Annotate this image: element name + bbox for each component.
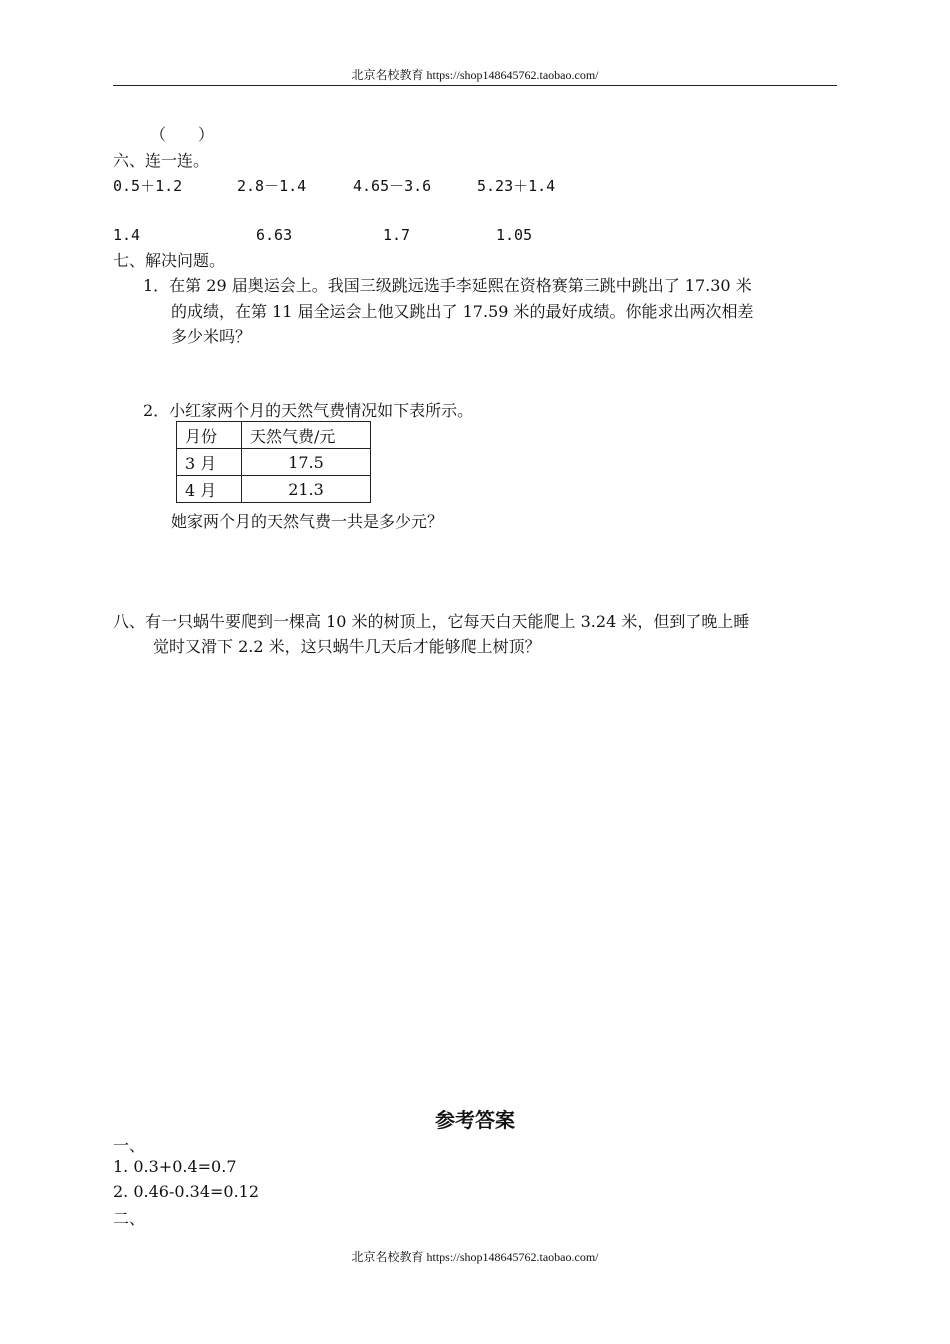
table-row bbox=[177, 449, 371, 476]
question-2-intro: 2．小红家两个月的天然气费情况如下表所示。 bbox=[143, 401, 474, 420]
question-1-line-3: 多少米吗？ bbox=[171, 327, 252, 346]
answer-blank-parens: （ ） bbox=[150, 125, 215, 144]
question-1-line-1: 1．在第 29 届奥运会上。我国三级跳远选手李延熙在资格赛第三跳中跳出了 17.30 米 bbox=[143, 276, 752, 295]
table-cell-fee: 17.5 bbox=[242, 449, 371, 476]
gas-fee-table bbox=[176, 421, 371, 503]
page-footer: 北京名校教育 https://shop148645762.taobao.com/ bbox=[351, 1250, 599, 1264]
answers-part-2-label: 二、 bbox=[113, 1209, 146, 1228]
table-cell-month: 4 月 bbox=[177, 476, 242, 503]
section-8-line-1: 八、有一只蜗牛要爬到一棵高 10 米的树顶上，它每天白天能爬上 3.24 米，但到了晚上睡 bbox=[113, 612, 750, 631]
result-2: 6.63 bbox=[256, 226, 293, 244]
answers-title: 参考答案 bbox=[435, 1108, 515, 1132]
section-6-title: 六、连一连。 bbox=[113, 151, 210, 170]
answer-item: 2. 0.46-0.34=0.12 bbox=[113, 1182, 260, 1201]
table-header-fee: 天然气费/元 bbox=[242, 422, 371, 449]
expression-4: 5.23＋1.4 bbox=[477, 177, 556, 195]
result-4: 1.05 bbox=[496, 226, 533, 244]
expression-2: 2.8－1.4 bbox=[237, 177, 307, 195]
table-cell-fee: 21.3 bbox=[242, 476, 371, 503]
question-2-question: 她家两个月的天然气费一共是多少元？ bbox=[171, 512, 444, 531]
expression-3: 4.65－3.6 bbox=[353, 177, 432, 195]
table-header-row bbox=[177, 422, 371, 449]
result-3: 1.7 bbox=[383, 226, 411, 244]
header-divider bbox=[113, 85, 837, 86]
section-7-title: 七、解决问题。 bbox=[113, 251, 226, 270]
table-header-month: 月份 bbox=[177, 422, 242, 449]
answers-part-1-label: 一、 bbox=[113, 1136, 146, 1155]
page-header: 北京名校教育 https://shop148645762.taobao.com/ bbox=[351, 68, 599, 82]
section-8-line-2: 觉时又滑下 2.2 米，这只蜗牛几天后才能够爬上树顶？ bbox=[153, 637, 541, 656]
expression-1: 0.5＋1.2 bbox=[113, 177, 183, 195]
question-1-line-2: 的成绩，在第 11 届全运会上他又跳出了 17.59 米的最好成绩。你能求出两次相差 bbox=[171, 302, 754, 321]
table-row bbox=[177, 476, 371, 503]
result-1: 1.4 bbox=[113, 226, 141, 244]
answer-item: 1. 0.3+0.4=0.7 bbox=[113, 1157, 237, 1176]
table-cell-month: 3 月 bbox=[177, 449, 242, 476]
